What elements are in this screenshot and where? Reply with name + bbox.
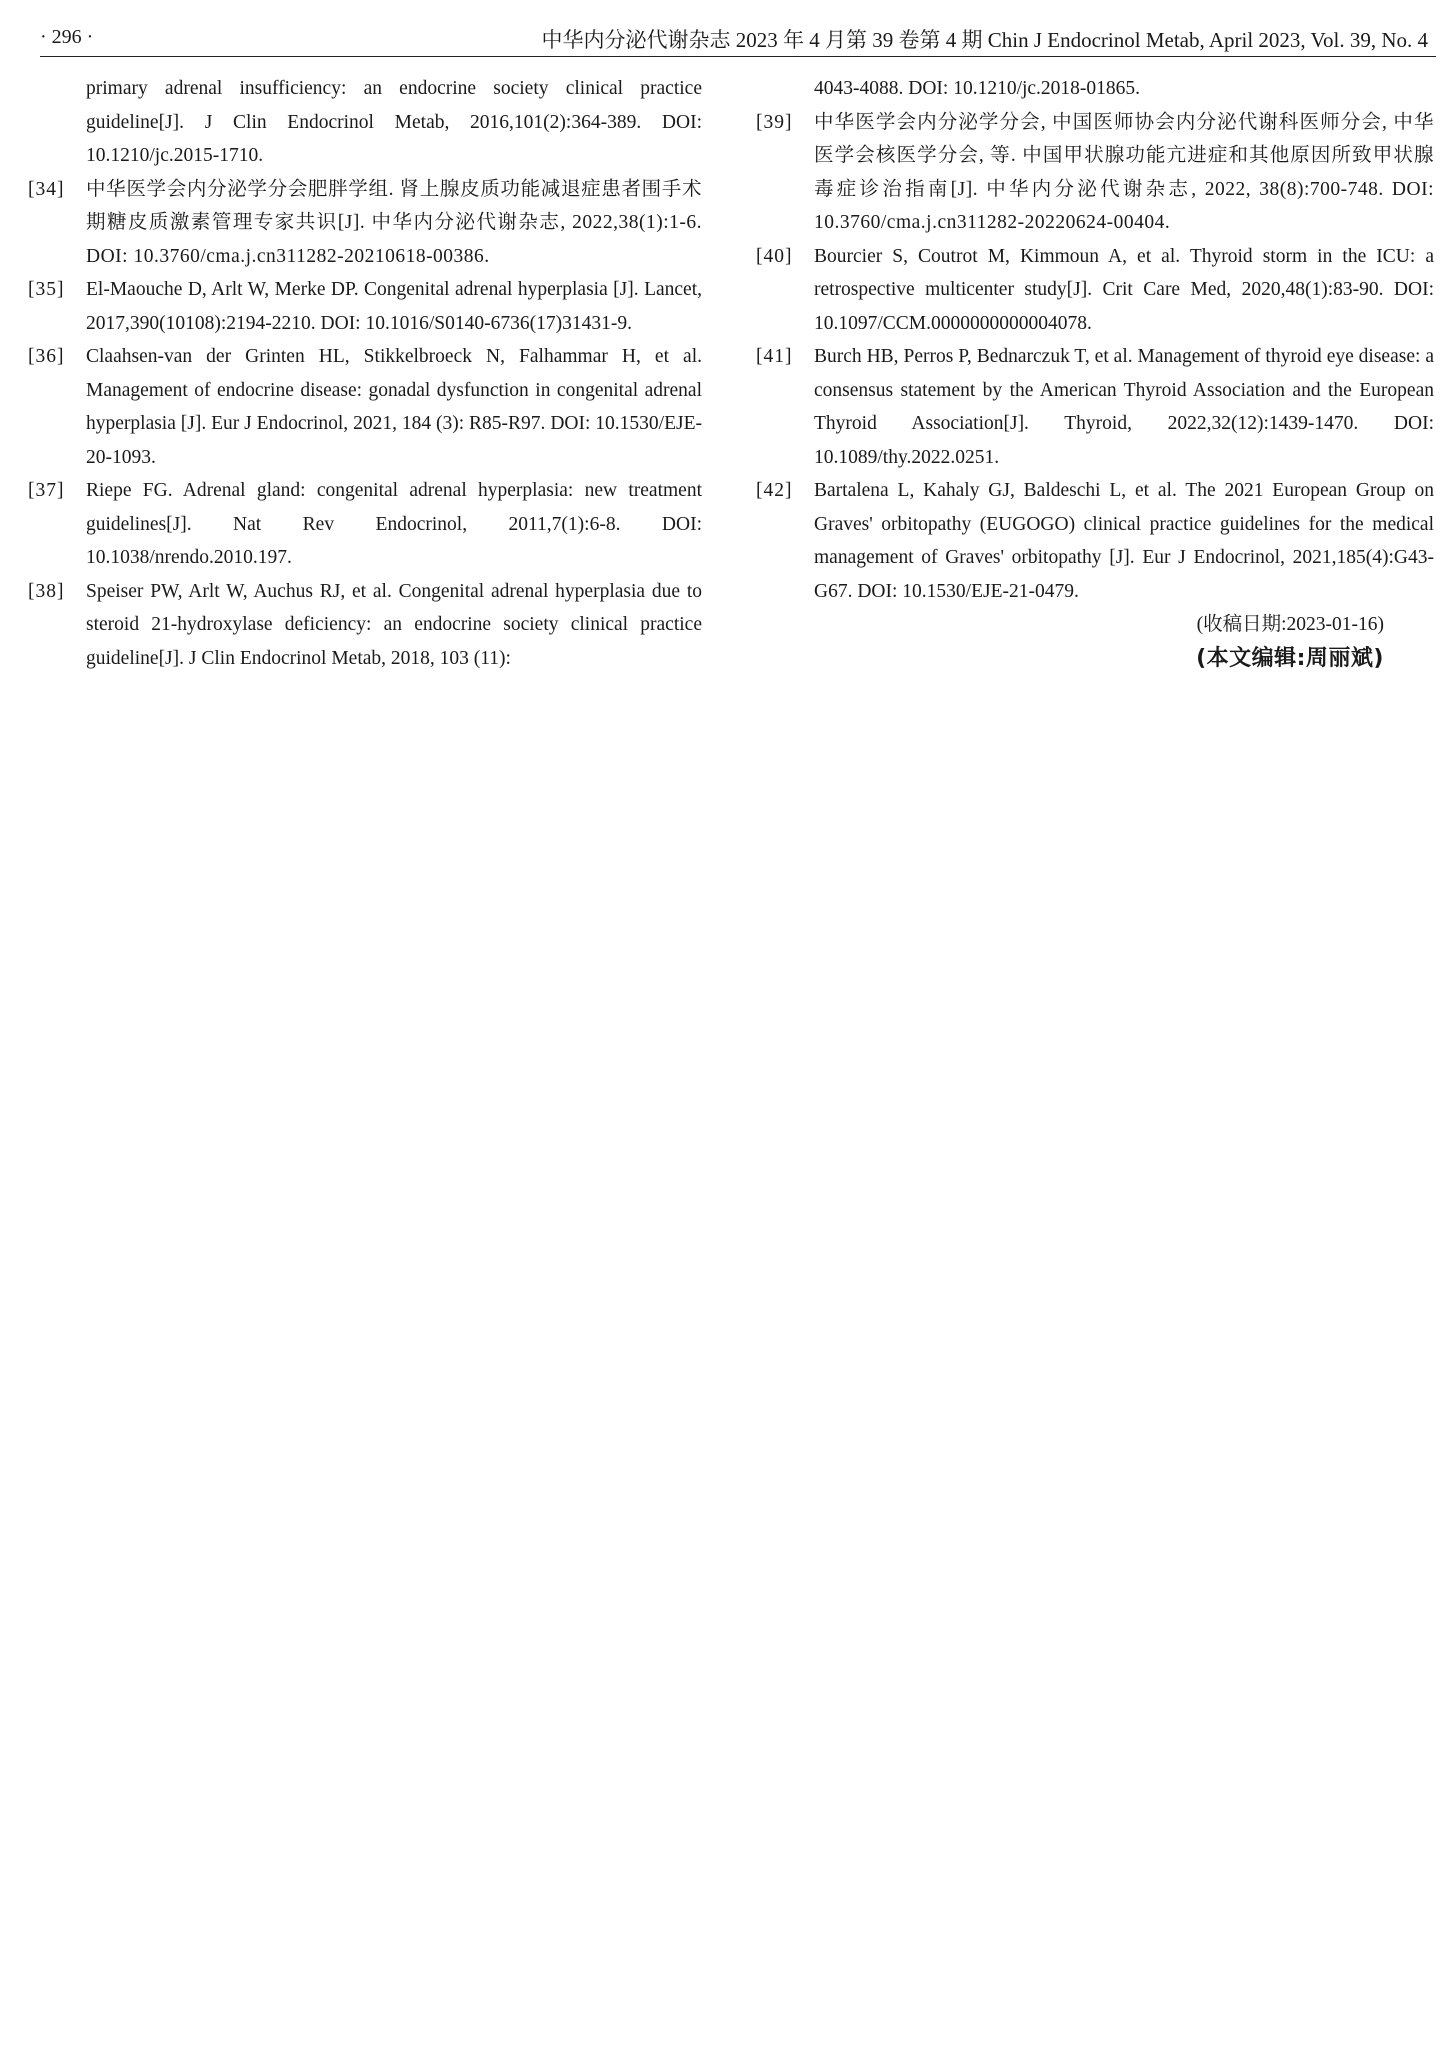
reference-text: Burch HB, Perros P, Bednarczuk T, et al. Management of thyroid eye disease: a consensus statement by the American Thyroid Association and the European Thyroid Association[J]. Thyroid, 2022,32(12):1439-1470. DOI: 10.1089/thy.2022.0251. bbox=[814, 346, 1434, 468]
received-date: (收稿日期:2023-01-16) bbox=[1196, 614, 1384, 635]
reference-number: [42] bbox=[756, 480, 793, 501]
reference-38 bbox=[28, 575, 702, 676]
reference-number: [39] bbox=[756, 111, 793, 133]
reference-continuation: 4043-4088. DOI: 10.1210/jc.2018-01865. bbox=[814, 78, 1141, 99]
running-title: 中华内分泌代谢杂志 2023 年 4 月第 39 卷第 4 期 Chin J Endocrinol Metab, April 2023, Vol. 39, No. 4 bbox=[541, 28, 1428, 52]
reference-40 bbox=[756, 240, 1434, 341]
right-column bbox=[756, 72, 1434, 675]
page-number: · 296 · bbox=[40, 26, 94, 48]
reference-37 bbox=[28, 474, 702, 575]
reference-number: [41] bbox=[756, 346, 793, 367]
reference-text: 中华医学会内分泌学分会, 中国医师协会内分泌代谢科医师分会, 中华医学会核医学分会, 等. 中国甲状腺功能亢进症和其他原因所致甲状腺毒症诊治指南[J]. 中华内分泌代谢杂志, 2022, 38(8):700-748. DOI: 10.3760/cma.j.cn311282-20220624-00404. bbox=[814, 111, 1434, 233]
reference-text: Riepe FG. Adrenal gland: congenital adrenal hyperplasia: new treatment guidelines[J]. Nat Rev Endocrinol, 2011,7(1):6-8. DOI: 10.1038/nrendo.2010.197. bbox=[86, 480, 702, 568]
reference-36 bbox=[28, 340, 702, 474]
reference-35 bbox=[28, 273, 702, 340]
reference-text: Speiser PW, Arlt W, Auchus RJ, et al. Congenital adrenal hyperplasia due to steroid 21-hydroxylase deficiency: an endocrine society clinical practice guideline[J]. J Clin Endocrinol Metab, 2018, 103 (11): bbox=[86, 580, 702, 669]
editor-note: (本文编辑:周丽斌) bbox=[1196, 645, 1384, 671]
reference-text: Claahsen-van der Grinten HL, Stikkelbroeck N, Falhammar H, et al. Management of endocrine disease: gonadal dysfunction in congenital adrenal hyperplasia [J]. Eur J Endocrinol, 2021, 184 (3): R85-R97. DOI: 10.1530/EJE-20-1093. bbox=[86, 346, 702, 468]
reference-34 bbox=[28, 173, 702, 274]
reference-continuation: primary adrenal insufficiency: an endocrine society clinical practice guideline[J]. J Clin Endocrinol Metab, 2016,101(2):364-389. DOI: 10.1210/jc.2015-1710. bbox=[86, 78, 702, 166]
reference-42 bbox=[756, 474, 1434, 608]
reference-number: [37] bbox=[28, 480, 65, 501]
reference-41 bbox=[756, 340, 1434, 474]
reference-number: [36] bbox=[28, 346, 65, 367]
reference-number: [35] bbox=[28, 279, 65, 300]
reference-number: [38] bbox=[28, 580, 65, 602]
reference-text: Bourcier S, Coutrot M, Kimmoun A, et al. Thyroid storm in the ICU: a retrospective multicenter study[J]. Crit Care Med, 2020,48(1):83-90. DOI: 10.1097/CCM.0000000000004078. bbox=[814, 245, 1434, 334]
reference-number: [40] bbox=[756, 245, 793, 267]
left-column bbox=[28, 72, 702, 675]
reference-number: [34] bbox=[28, 178, 65, 200]
reference-text: El-Maouche D, Arlt W, Merke DP. Congenital adrenal hyperplasia [J]. Lancet, 2017,390(10108):2194-2210. DOI: 10.1016/S0140-6736(17)31431-9. bbox=[86, 279, 702, 334]
reference-text: 中华医学会内分泌学分会肥胖学组. 肾上腺皮质功能减退症患者围手术期糖皮质激素管理专家共识[J]. 中华内分泌代谢杂志, 2022,38(1):1-6. DOI: 10.3760/cma.j.cn311282-20210618-00386. bbox=[86, 178, 702, 267]
running-header bbox=[40, 22, 1436, 57]
reference-39 bbox=[756, 106, 1434, 240]
reference-text: Bartalena L, Kahaly GJ, Baldeschi L, et al. The 2021 European Group on Graves' orbitopathy (EUGOGO) clinical practice guidelines for the medical management of Graves' orbitopathy [J]. Eur J Endocrinol, 2021,185(4):G43-G67. DOI: 10.1530/EJE-21-0479. bbox=[814, 480, 1434, 602]
